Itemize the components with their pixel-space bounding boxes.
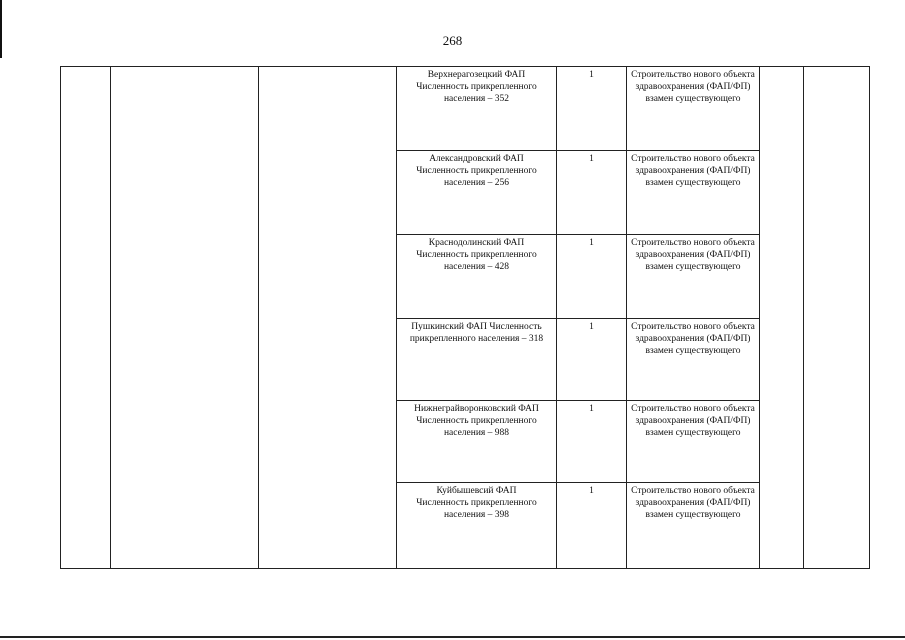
quantity-cell: 1	[557, 151, 627, 235]
quantity-cell: 1	[557, 319, 627, 401]
facility-population: Численность прикрепленного населения – 398	[416, 498, 537, 520]
action-cell: Строительство нового объекта здравоохранения (ФАП/ФП) взамен существующего	[627, 151, 760, 235]
facility-population: Численность прикрепленного населения – 256	[416, 166, 537, 188]
page-number: 268	[442, 33, 463, 48]
facility-name: Александровский ФАП	[429, 154, 524, 164]
quantity-cell: 1	[557, 483, 627, 569]
merged-cell-8	[804, 67, 870, 569]
facility-cell	[397, 483, 557, 569]
facility-population: Численность прикрепленного населения – 318	[409, 322, 544, 344]
scan-edge-bottom	[0, 636, 905, 638]
facility-cell	[397, 151, 557, 235]
facility-cell	[397, 401, 557, 483]
quantity-cell: 1	[557, 67, 627, 151]
merged-cell-2	[111, 67, 259, 569]
quantity-cell: 1	[557, 235, 627, 319]
facility-name: Нижнеграйворонковский ФАП	[414, 404, 539, 414]
action-cell: Строительство нового объекта здравоохранения (ФАП/ФП) взамен существующего	[627, 319, 760, 401]
facility-cell	[397, 235, 557, 319]
scan-edge-left	[0, 0, 2, 58]
table-row	[61, 67, 870, 151]
facility-table	[60, 66, 870, 569]
merged-cell-3	[259, 67, 397, 569]
facility-cell	[397, 319, 557, 401]
facility-cell	[397, 67, 557, 151]
action-cell: Строительство нового объекта здравоохранения (ФАП/ФП) взамен существующего	[627, 401, 760, 483]
facility-name: Куйбышевсий ФАП	[436, 486, 517, 496]
merged-cell-1	[61, 67, 111, 569]
quantity-cell: 1	[557, 401, 627, 483]
merged-cell-7	[760, 67, 804, 569]
facility-name: Пушкинский ФАП	[411, 322, 488, 332]
facility-population: Численность прикрепленного населения – 988	[416, 416, 537, 438]
facility-population: Численность прикрепленного населения – 352	[416, 82, 537, 104]
facility-name: Верхнерагозецкий ФАП	[427, 70, 526, 80]
action-cell: Строительство нового объекта здравоохранения (ФАП/ФП) взамен существующего	[627, 235, 760, 319]
action-cell: Строительство нового объекта здравоохранения (ФАП/ФП) взамен существующего	[627, 67, 760, 151]
action-cell: Строительство нового объекта здравоохранения (ФАП/ФП) взамен существующего	[627, 483, 760, 569]
facility-name: Краснодолинский ФАП	[428, 238, 525, 248]
facility-population: Численность прикрепленного населения – 428	[416, 250, 537, 272]
